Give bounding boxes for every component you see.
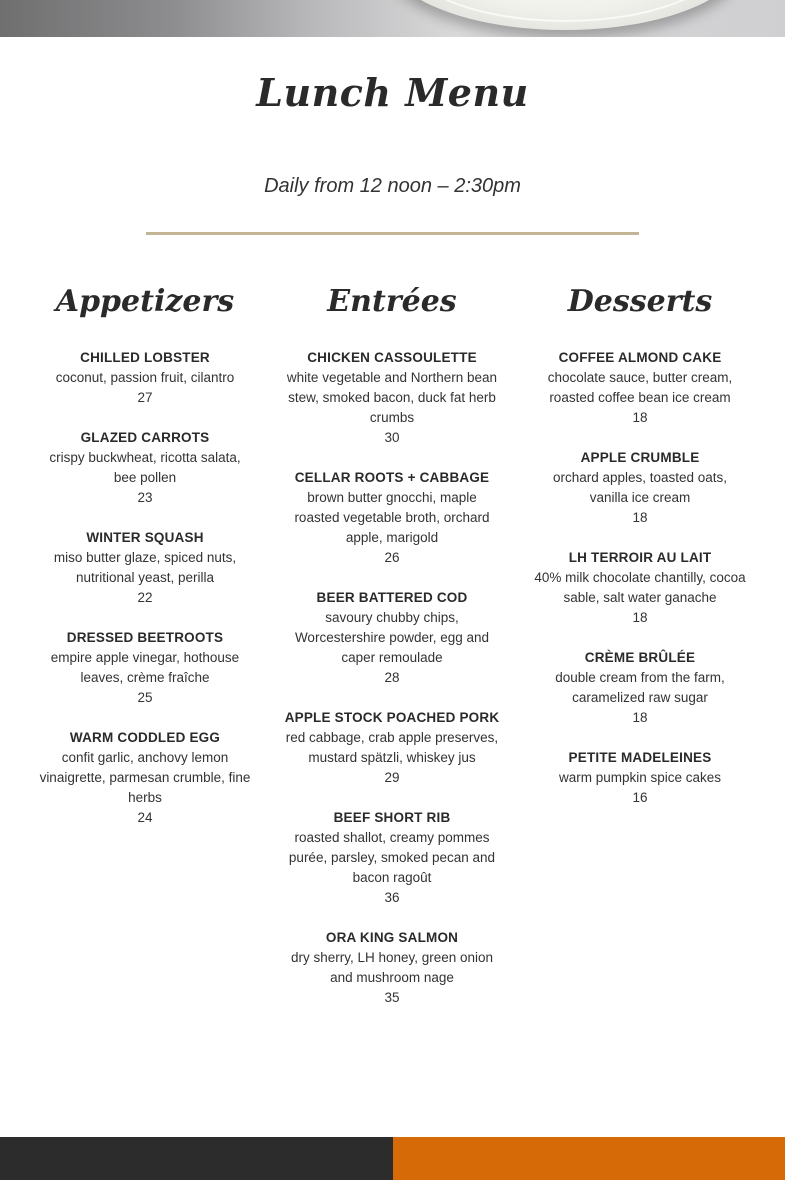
- menu-item: [530, 348, 750, 428]
- menu-item: [530, 648, 750, 728]
- item-price: 36: [384, 890, 400, 905]
- desserts-column: [530, 282, 750, 828]
- item-description: 40% milk chocolate chantilly, cocoa sable, salt water ganache: [534, 570, 746, 605]
- menu-item: [282, 468, 502, 568]
- item-name: WARM CODDLED EGG: [69, 730, 221, 745]
- item-name: CRÈME BRÛLÉE: [584, 650, 696, 665]
- item-name: APPLE CRUMBLE: [580, 450, 700, 465]
- item-name: APPLE STOCK POACHED PORK: [284, 710, 500, 725]
- page-subtitle: Daily from 12 noon – 2:30pm: [264, 175, 521, 197]
- item-description: red cabbage, crab apple preserves, mustard spätzli, whiskey jus: [285, 730, 499, 765]
- item-description: warm pumpkin spice cakes: [558, 770, 722, 785]
- item-description: white vegetable and Northern bean stew, smoked bacon, duck fat herb crumbs: [286, 370, 498, 425]
- item-price: 24: [137, 810, 153, 825]
- item-description: coconut, passion fruit, cilantro: [55, 370, 235, 385]
- item-name: BEEF SHORT RIB: [333, 810, 451, 825]
- column-heading: Appetizers: [55, 284, 235, 319]
- page-title: Lunch Menu: [256, 70, 529, 115]
- item-price: 18: [632, 510, 648, 525]
- column-heading: Entrées: [327, 284, 457, 319]
- appetizers-column: [35, 282, 255, 848]
- item-name: CHILLED LOBSTER: [80, 350, 210, 365]
- item-price: 25: [137, 690, 153, 705]
- item-price: 30: [384, 430, 400, 445]
- menu-item: [282, 588, 502, 688]
- item-description: confit garlic, anchovy lemon vinaigrette, parmesan crumble, fine herbs: [39, 750, 251, 805]
- column-heading: Desserts: [567, 284, 713, 319]
- menu-item: [35, 428, 255, 508]
- item-price: 18: [632, 410, 648, 425]
- item-description: empire apple vinegar, hothouse leaves, crème fraîche: [50, 650, 240, 685]
- item-description: crispy buckwheat, ricotta salata, bee pollen: [49, 450, 241, 485]
- menu-item: [35, 628, 255, 708]
- item-price: 16: [632, 790, 648, 805]
- item-description: dry sherry, LH honey, green onion and mushroom nage: [290, 950, 494, 985]
- menu-item: [282, 348, 502, 448]
- item-name: DRESSED BEETROOTS: [66, 630, 224, 645]
- menu-item: [530, 748, 750, 808]
- item-name: CELLAR ROOTS + CABBAGE: [294, 470, 490, 485]
- menu-item: [530, 548, 750, 628]
- item-price: 22: [137, 590, 153, 605]
- menu-item: [530, 448, 750, 528]
- menu-item: [35, 348, 255, 408]
- item-price: 27: [137, 390, 153, 405]
- item-name: COFFEE ALMOND CAKE: [558, 350, 722, 365]
- item-name: CHICKEN CASSOULETTE: [307, 350, 477, 365]
- item-description: double cream from the farm, caramelized raw sugar: [555, 670, 725, 705]
- footer-bar-dark: [0, 1137, 393, 1180]
- item-price: 26: [384, 550, 400, 565]
- item-name: GLAZED CARROTS: [80, 430, 210, 445]
- menu-item: [35, 528, 255, 608]
- entrees-column: [282, 282, 502, 1028]
- menu-item: [282, 808, 502, 908]
- item-price: 18: [632, 610, 648, 625]
- item-description: roasted shallot, creamy pommes purée, parsley, smoked pecan and bacon ragoût: [288, 830, 496, 885]
- item-name: LH TERROIR AU LAIT: [568, 550, 712, 565]
- menu-item: [35, 728, 255, 828]
- item-price: 23: [137, 490, 153, 505]
- menu-item: [282, 708, 502, 788]
- item-description: savoury chubby chips, Worcestershire powder, egg and caper remoulade: [294, 610, 490, 665]
- footer-bar-accent: [393, 1137, 785, 1180]
- item-description: brown butter gnocchi, maple roasted vegetable broth, orchard apple, marigold: [294, 490, 490, 545]
- item-price: 35: [384, 990, 400, 1005]
- item-price: 28: [384, 670, 400, 685]
- menu-item: [282, 928, 502, 1008]
- item-description: chocolate sauce, butter cream, roasted coffee bean ice cream: [547, 370, 733, 405]
- item-price: 18: [632, 710, 648, 725]
- item-description: orchard apples, toasted oats, vanilla ice cream: [552, 470, 728, 505]
- item-name: PETITE MADELEINES: [568, 750, 712, 765]
- item-name: BEER BATTERED COD: [316, 590, 468, 605]
- item-name: ORA KING SALMON: [325, 930, 459, 945]
- item-name: WINTER SQUASH: [86, 530, 204, 545]
- divider-rule: [146, 232, 639, 235]
- item-price: 29: [384, 770, 400, 785]
- item-description: miso butter glaze, spiced nuts, nutritional yeast, perilla: [53, 550, 237, 585]
- header-photo: [0, 0, 785, 37]
